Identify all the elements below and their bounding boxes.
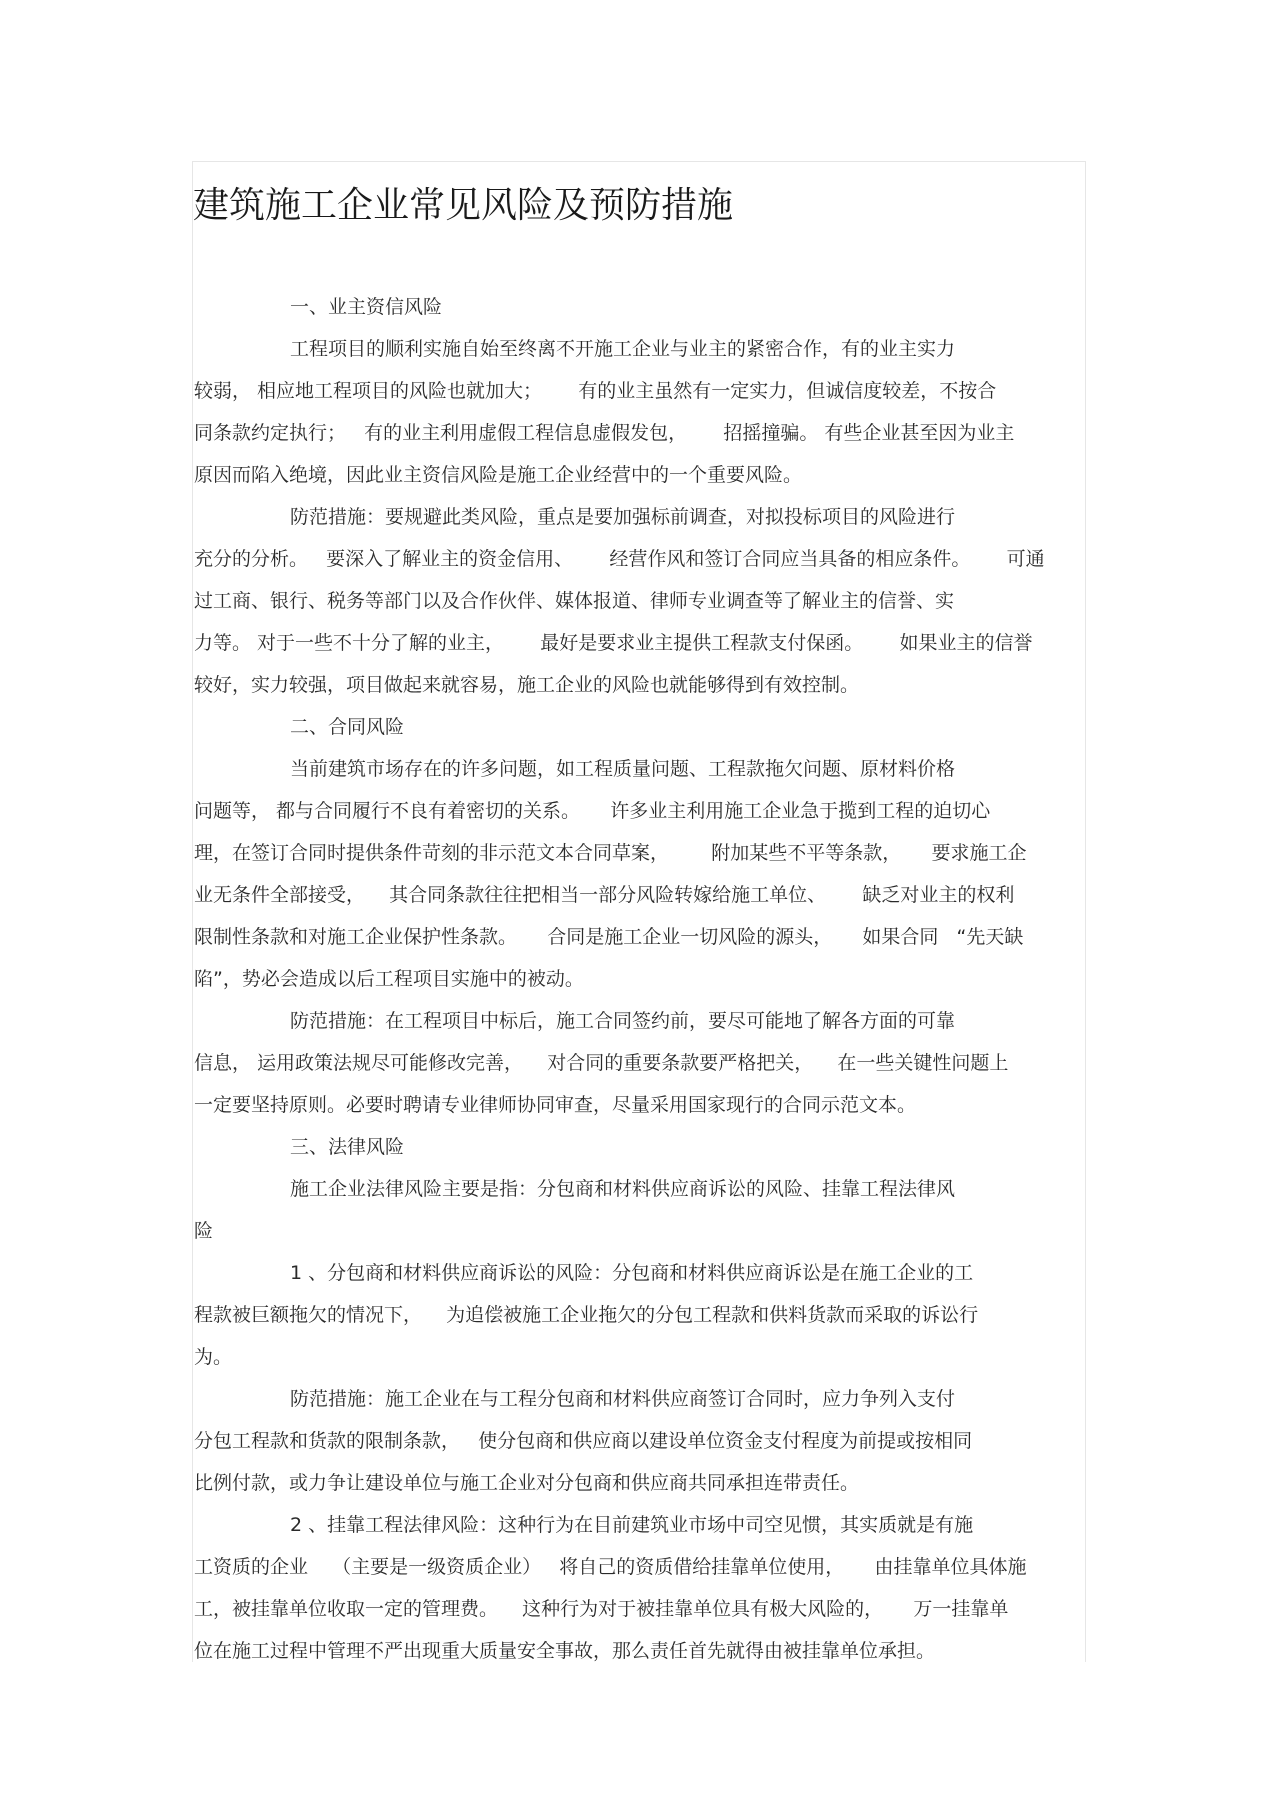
- paragraph-line: 1 、分包商和材料供应商诉讼的风险：分包商和材料供应商诉讼是在施工企业的工: [290, 1262, 974, 1284]
- document-title: 建筑施工企业常见风险及预防措施: [193, 185, 734, 226]
- paragraph-line: 位在施工过程中管理不严出现重大质量安全事故，那么责任首先就得由被挂靠单位承担。: [194, 1640, 936, 1662]
- paragraph-line: 防范措施：在工程项目中标后，施工合同签约前，要尽可能地了解各方面的可靠: [290, 1010, 956, 1032]
- paragraph-line: 2 、挂靠工程法律风险：这种行为在目前建筑业市场中司空见惯，其实质就是有施: [290, 1514, 974, 1536]
- paragraph-line: 陷”，势必会造成以后工程项目实施中的被动。: [194, 968, 584, 990]
- paragraph-line: 当前建筑市场存在的许多问题，如工程质量问题、工程款拖欠问题、原材料价格: [290, 758, 956, 780]
- paragraph-line: 较弱， 相应地工程项目的风险也就加大； 有的业主虽然有一定实力，但诚信度较差，不按合: [194, 380, 997, 402]
- paragraph-line: 同条款约定执行； 有的业主利用虚假工程信息虚假发包， 招摇撞骗。 有些企业甚至因为业主: [194, 422, 1015, 444]
- paragraph-line: 力等。 对于一些不十分了解的业主， 最好是要求业主提供工程款支付保函。 如果业主的信誉: [194, 632, 1033, 654]
- paragraph-line: 程款被巨额拖欠的情况下， 为追偿被施工企业拖欠的分包工程款和供料货款而采取的诉讼行: [194, 1304, 979, 1326]
- paragraph-line: 限制性条款和对施工企业保护性条款。 合同是施工企业一切风险的源头， 如果合同 “先天缺: [194, 926, 1024, 948]
- paragraph-line: 业无条件全部接受， 其合同条款往往把相当一部分风险转嫁给施工单位、 缺乏对业主的权利: [194, 884, 1015, 906]
- paragraph-line: 比例付款，或力争让建设单位与施工企业对分包商和供应商共同承担连带责任。: [194, 1472, 860, 1494]
- paragraph-line: 一、业主资信风险: [290, 296, 443, 318]
- paragraph-line: 工程项目的顺利实施自始至终离不开施工企业与业主的紧密合作，有的业主实力: [290, 338, 956, 360]
- paragraph-line: 过工商、银行、税务等部门以及合作伙伴、媒体报道、律师专业调查等了解业主的信誉、实: [194, 590, 955, 612]
- paragraph-line: 三、法律风险: [290, 1136, 405, 1158]
- paragraph-line: 防范措施：要规避此类风险，重点是要加强标前调查，对拟投标项目的风险进行: [290, 506, 956, 528]
- paragraph-line: 分包工程款和货款的限制条款， 使分包商和供应商以建设单位资金支付程度为前提或按相同: [194, 1430, 973, 1452]
- paragraph-line: 问题等， 都与合同履行不良有着密切的关系。 许多业主利用施工企业急于揽到工程的迫切心: [194, 800, 991, 822]
- paragraph-line: 险: [194, 1220, 214, 1242]
- paragraph-line: 二、合同风险: [290, 716, 405, 738]
- paragraph-line: 工资质的企业 （主要是一级资质企业） 将自己的资质借给挂靠单位使用， 由挂靠单位具体施: [194, 1556, 1027, 1578]
- paragraph-line: 信息， 运用政策法规尽可能修改完善， 对合同的重要条款要严格把关， 在一些关键性问题上: [194, 1052, 1009, 1074]
- paragraph-line: 较好，实力较强，项目做起来就容易，施工企业的风险也就能够得到有效控制。: [194, 674, 860, 696]
- paragraph-line: 充分的分析。 要深入了解业主的资金信用、 经营作风和签订合同应当具备的相应条件。 可通: [194, 548, 1045, 570]
- paragraph-line: 防范措施：施工企业在与工程分包商和材料供应商签订合同时，应力争列入支付: [290, 1388, 956, 1410]
- paragraph-line: 原因而陷入绝境，因此业主资信风险是施工企业经营中的一个重要风险。: [194, 464, 803, 486]
- paragraph-line: 施工企业法律风险主要是指：分包商和材料供应商诉讼的风险、挂靠工程法律风: [290, 1178, 956, 1200]
- paragraph-line: 为。: [194, 1346, 233, 1368]
- paragraph-line: 工，被挂靠单位收取一定的管理费。 这种行为对于被挂靠单位具有极大风险的， 万一挂靠单: [194, 1598, 1009, 1620]
- paragraph-line: 一定要坚持原则。必要时聘请专业律师协同审查，尽量采用国家现行的合同示范文本。: [194, 1094, 917, 1116]
- paragraph-line: 理，在签订合同时提供条件苛刻的非示范文本合同草案， 附加某些不平等条款， 要求施工企: [194, 842, 1027, 864]
- document-body: [194, 286, 1084, 1672]
